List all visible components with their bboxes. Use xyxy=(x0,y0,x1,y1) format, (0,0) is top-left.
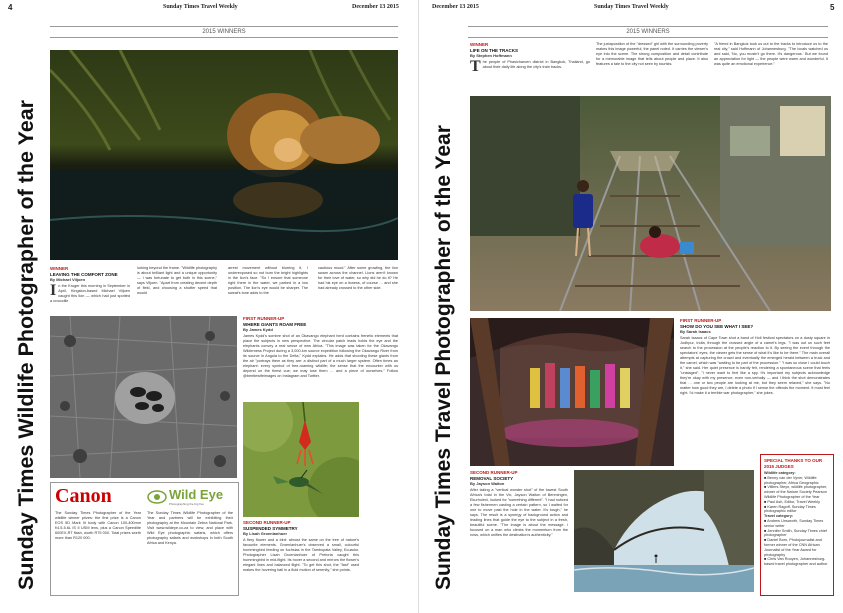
elephant-aerial-photo xyxy=(50,316,237,478)
judge-item: ■ Andrew Unsworth, Sunday Times senior writer xyxy=(764,518,824,528)
winner-col-2: The juxtaposition of the "dressed" girl with the surrounding poverty makes this image powerful, the panel noted. It carries the viewer's eye into the scene. The strong composition and detail contribute for a memorable image that tells about people and place. It also features a tale to the city not seen by tourists. xyxy=(596,42,708,66)
second-runner-up-headline: REMOVAL SOCIETY xyxy=(470,476,514,481)
winner-col-2: lurking beyond the frame. "Wildlife photography is about brilliant light and a unique opportunity — I was fortunate to get both in this scene," says Viljoen. "Apart from creating decent depth of field, and choosing a shutter speed that would xyxy=(137,266,217,295)
second-runner-up-body: A fiery flower and a bird: almost the same on the tree of nature's favourite elements. Groenlanhuer's observed a small, colourful hummingbird feeding on fuchsias in the Tambopata Valley, Ecuador. Photographer Lisah Groenlanhuer of Pretoria caught this hummingbird in mid-flight. Its hover a second and mirrors the flower's elegant lines and balanced flight. "To get this shot, the "fast" used makes the hovering ball in a fluid motion of serenity," she points. xyxy=(243,538,359,572)
second-runner-up-byline: By Lisah Groenlanhuer xyxy=(243,531,288,536)
judge-item: Travel category: xyxy=(764,514,794,519)
judge-item: ■ Paul Ash, Editor, Travel Weekly xyxy=(764,499,821,504)
wild-eye-name: Wild Eye xyxy=(169,487,224,502)
left-page xyxy=(0,0,419,613)
first-runner-up-label: FIRST RUNNER-UP xyxy=(680,318,722,323)
first-runner-up-headline: SHOW DO YOU SEE WHAT I SEE? xyxy=(680,324,754,329)
eye-icon xyxy=(147,487,167,507)
second-runner-up-label: SECOND RUNNER-UP xyxy=(470,470,518,475)
first-runner-up-body: James Kydd's sombre shot of an Okavango elephant herd contains frenetic elements that place the subjects in new perspective. The circular patch leads holds the eye and the elephants convey a real sense of new Africa. "This image was taken for the Okavango Wilderness Project during a 3,000-km source expedition following the Okavango River from its source in Angola to the Delta," Kydd explains. He adds that shooting these giants from the air "portrays them as they are: a distinct part of a much larger system. Often times an elephant: every symbol of free-roaming wildlife; the sense that the encounter with us depend on the finest cue; we may lose them … and a piece of ourselves." Follow @bentlewifeimages on Instagram and Twitter. xyxy=(243,334,398,378)
first-runner-up-body: Sarah Isaacs of Cape Town shot a band of Holi festival spectators on a dusty square in Jodhpur, India, through the crossed angle of a camel's legs. "I was out on such feet search to the procession at the people's reaction to it. By seeing the event through the spectators' eyes, the viewer gets the sense of what it's like to be there." The main overall attempts at capturing the crowd and eventually the emerged herald between a truck and the camel, which was "waiting to be part of the procession." "I was so close I could touch it," she said. Her quiet presence is hardly felt, rendering a spontaneous scene that feels "unstaged". "I never want to feel like a spy. It's important my subjects acknowledge they're okay with my presence, even non-verbally — and I think the shot demonstrates that … one or two people are looking at me, but they seem relaxed," she says. "No matter how good they are, I delete a photo if I sense the offends the moment. It must feel right. I'd make it a terrible war photographer," she jokes. xyxy=(680,336,830,395)
second-runner-up-body: After taking a "vertical wonder shot" of the lowest South Africa's total in the Vic, Jayson Walton of Benmingen, Ekurhuleni, looked for "something different". "I had noticed a few fishermen casting a certain pattern, so I waited for one to move past the hole in the water. It's tough," he says. The result is a synergy of background action and leading lines that guide the eye to the subject in a fresh, beautiful scene. "The image is about the message. I focused on a man who climbs the momentum from the rows, which unifies the destination's authenticity." xyxy=(470,488,568,537)
ad-text-1: The Sunday Times Photographer of the Year wildlife winner prizes: the first prize is a Canon EOS 5D Mark III body with Canon 100-400mm f/4.5-5.6L IS II USM lens, plus a Canon Speedlite 600EX-RT flash, worth R75 000. Total prizes worth more than R120 000. xyxy=(55,511,141,540)
masthead: Sunday Times Travel Weekly xyxy=(594,4,669,10)
section-band: 2015 WINNERS xyxy=(468,26,828,38)
sponsor-ad xyxy=(50,482,239,596)
vertical-title: Sunday Times Travel Photographer of the Year xyxy=(432,125,455,590)
second-runner-up-byline: By Jayson Walton xyxy=(470,481,505,486)
right-page xyxy=(424,0,843,613)
page-number: 4 xyxy=(8,3,13,12)
section-band: 2015 WINNERS xyxy=(50,26,398,38)
wild-eye-tagline: Photographing the big five xyxy=(169,502,204,506)
winner-byline: By Stephen Hoffmann xyxy=(470,53,512,58)
first-runner-up-label: FIRST RUNNER-UP xyxy=(243,316,285,321)
winner-label: WINNER xyxy=(470,42,489,47)
second-runner-up-headline: SUSPENDED SYMMETRY xyxy=(243,526,298,531)
canon-logo: Canon xyxy=(55,485,112,507)
winner-col-4: cautious mood." After some growling, the lion swam across the channel. Lions aren't known for their love of water, so why did he do it? He had his eye on a lioness, of course … and she had already crossed to the other side. xyxy=(318,266,398,290)
winner-col-3: arrest movement without blurring it, I underexposed so not burn the bright highlights in the lion's face. "So I ensure that someone right there in the water, we parked in a low position. The lion's eye would be sharper. The sweat's tone adds to the xyxy=(228,266,308,295)
winner-col-1-text: he people of Phasicharoen district in Bangkok, Thailand, go about their daily life along the city's train tracks. xyxy=(482,60,590,69)
cliff-arch-photo xyxy=(574,470,754,592)
judge-item: ■ Villiers Steyn, wildlife photographer, winner of the Nature Society Pearson Wildlife Photographer of the Year xyxy=(764,485,828,499)
lion-photo xyxy=(50,50,398,260)
winner-col-1 xyxy=(50,284,130,312)
judge-item: ■ Jennifer Smith, Sunday Times chief photographer xyxy=(764,528,827,538)
winner-col-1 xyxy=(470,60,590,90)
dropcap: T xyxy=(470,60,481,75)
camel-procession-photo xyxy=(470,318,674,466)
winner-label: WINNER xyxy=(50,266,69,271)
railway-photo xyxy=(470,96,831,311)
judge-item: ■ Daniel Born, Photojournalist and former winner of the CNN African Journalist of the Year Award for photography xyxy=(764,538,822,557)
judge-item: ■ Benny van der Vyver, Wildlife photographer, Africa Geographic xyxy=(764,475,819,485)
first-runner-up-byline: By James Kydd xyxy=(243,327,273,332)
judge-item: ■ Karen Ragoff, Sunday Times photographic editor xyxy=(764,504,816,514)
judges-list xyxy=(764,471,830,567)
second-runner-up-label: SECOND RUNNER-UP xyxy=(243,520,291,525)
date: December 13 2015 xyxy=(432,4,479,10)
hummingbird-photo xyxy=(243,402,359,517)
wild-eye-logo xyxy=(147,485,233,509)
first-runner-up-headline: WHERE GIANTS ROAM FREE xyxy=(243,322,307,327)
page-number: 5 xyxy=(830,3,835,12)
judge-item: Wildlife category: xyxy=(764,471,796,475)
masthead: Sunday Times Travel Weekly xyxy=(163,4,238,10)
first-runner-up-byline: By Sarah Isaacs xyxy=(680,329,711,334)
winner-headline: LIFE ON THE TRACKS xyxy=(470,48,518,53)
judges-box xyxy=(760,454,834,596)
vertical-title: Sunday Times Wildlife Photographer of the Year xyxy=(14,99,38,590)
winner-byline: By Michael Viljoen xyxy=(50,277,86,282)
date: December 13 2015 xyxy=(352,4,399,10)
winner-headline: LEAVING THE COMFORT ZONE xyxy=(50,272,118,277)
judges-title: SPECIAL THANKS TO OUR 2015 JUDGES xyxy=(764,458,823,469)
winner-col-1-text: n the Kruger this morning in September in April, Kingston-based Michael Viljoen caught this lion — which had just spotted a crocodile xyxy=(50,284,130,303)
judge-item: ■ Chris Van Rooyen, Johannesburg-based travel photographer and author xyxy=(764,557,828,567)
winner-col-3: "A friend in Bangkok took us out to the tracks to introduce us to the real city," said Hoffmann of Johannesburg. "The locals watched us and said, 'No, you mustn't go there. It's dangerous.' But we found an appreciation for light — the people were warm and wonderful. It was quite an emotional experience." xyxy=(714,42,828,66)
ad-text-2: The Sunday Times Wildlife Photographer of the Year and partners will be exhibiting their photography at the Mountain Zebra National Park. Visit www.wildeye.co.za to view, and place with Wild Eye photographic safaris, which offers photography safaris and workshops in both South Africa and Kenya. xyxy=(147,511,233,545)
dropcap: I xyxy=(50,284,57,299)
